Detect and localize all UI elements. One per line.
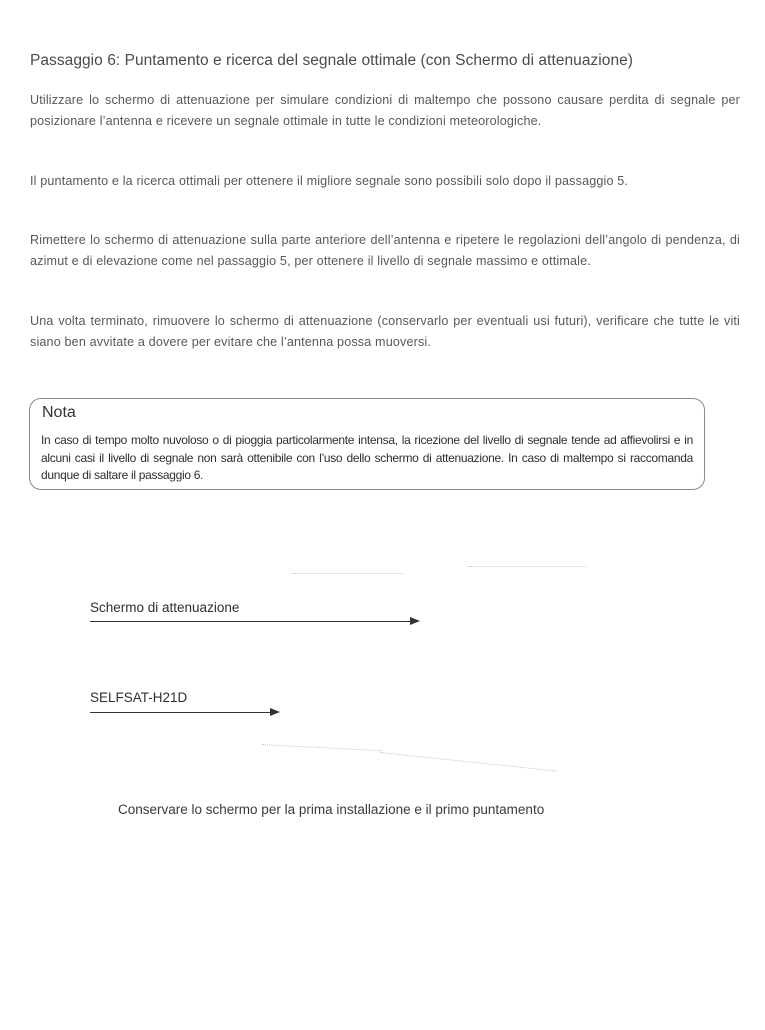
note-text: In caso di tempo molto nuvoloso o di pioggia particolarmente intensa, la ricezione del livello di segnale tende ad affievolirsi e in alcuni casi il livello di segnale non sarà ottenibile con l’uso dello schermo di attenuazione. In caso di maltempo si raccomanda dunque di saltare il passaggio 6.: [41, 433, 693, 482]
note-box: [29, 398, 705, 490]
arrow-right-icon: [410, 617, 420, 625]
arrow-right-icon: [270, 708, 280, 716]
note-title: Nota: [42, 404, 76, 421]
callout-label-model: SELFSAT-H21D: [90, 690, 188, 705]
callout-arrow-line-screen: [90, 621, 412, 622]
callout-label-screen: Schermo di attenuazione: [90, 600, 240, 615]
paragraph-2: Il puntamento e la ricerca ottimali per ottenere il migliore segnale sono possibili solo dopo il passaggio 5.: [30, 174, 629, 188]
section-heading: Passaggio 6: Puntamento e ricerca del segnale ottimale (con Schermo di attenuazione): [30, 52, 634, 69]
scan-artifact: [380, 752, 557, 772]
scan-artifact: [292, 573, 404, 574]
paragraph-1: Utilizzare lo schermo di attenuazione per simulare condizioni di maltempo che possono causare perdita di segnale per posizionare l’antenna e ricevere un segnale ottimale in tutte le condizioni meteorologiche.: [30, 93, 740, 128]
scan-artifact: [262, 744, 382, 751]
scan-artifact: [468, 566, 586, 567]
figure-caption: Conservare lo schermo per la prima installazione e il primo puntamento: [118, 802, 545, 817]
paragraph-3: Rimettere lo schermo di attenuazione sulla parte anteriore dell’antenna e ripetere le regolazioni dell’angolo di pendenza, di azimut e di elevazione come nel passaggio 5, per ottenere il livello di segnale massimo e ottimale.: [30, 233, 740, 268]
callout-arrow-line-model: [90, 712, 272, 713]
paragraph-4: Una volta terminato, rimuovere lo schermo di attenuazione (conservarlo per eventuali usi futuri), verificare che tutte le viti siano ben avvitate a dovere per evitare che l’antenna possa muoversi.: [30, 314, 740, 349]
